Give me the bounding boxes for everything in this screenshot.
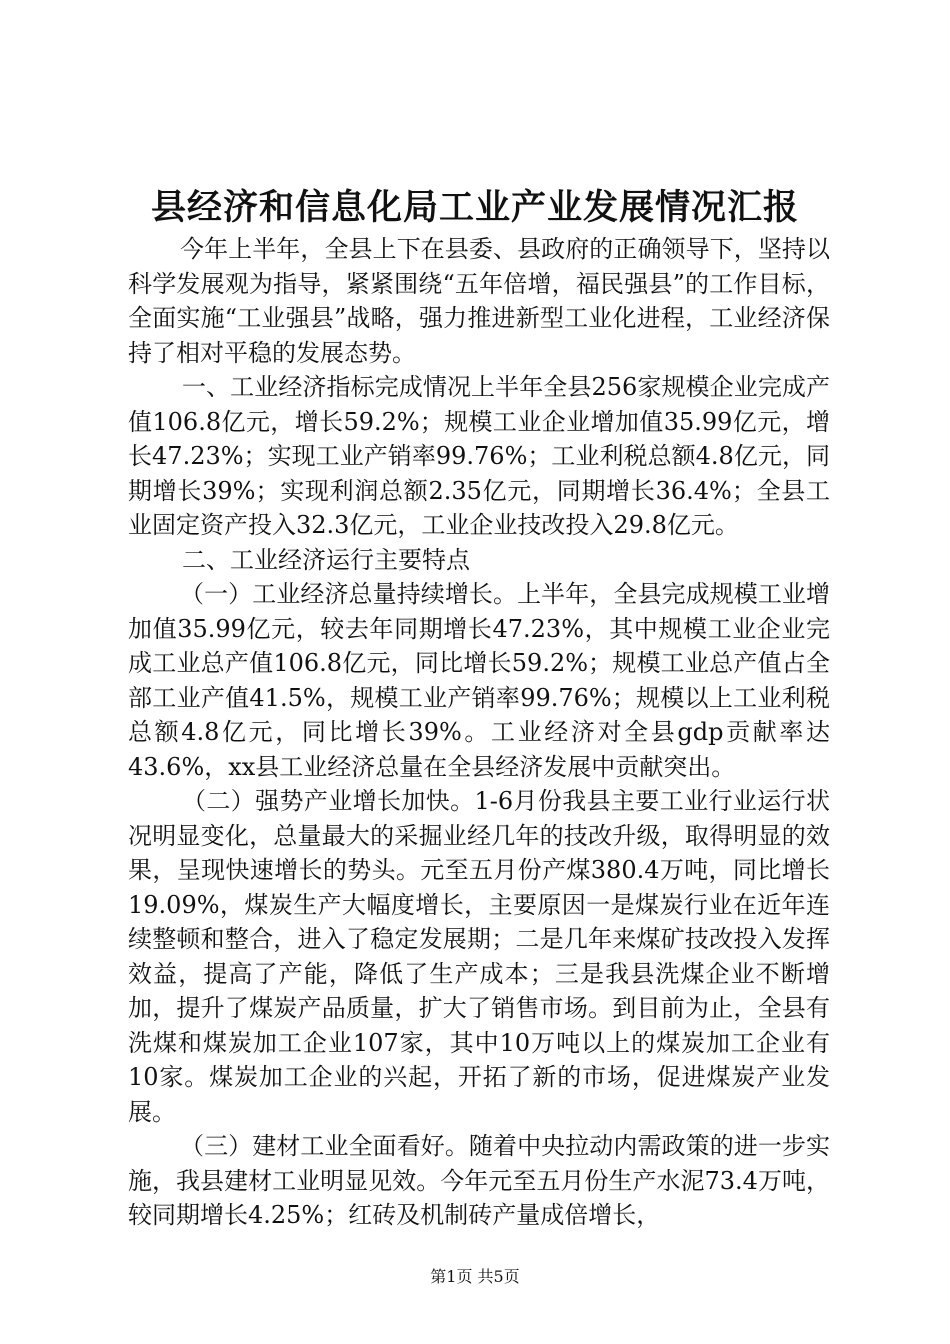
paragraph-intro: 今年上半年，全县上下在县委、县政府的正确领导下，坚持以科学发展观为指导，紧紧围绕“五年倍增，福民强县”的工作目标，全面实施“工业强县”战略，强力推进新型工业化进程，工业经济保持了相对平稳的发展态势。 (128, 235, 830, 367)
paragraph-section-2-heading: 二、工业经济运行主要特点 (182, 545, 470, 574)
document-title: 县经济和信息化局工业产业发展情况汇报 (150, 188, 799, 228)
paragraph-item-3: （三）建材工业全面看好。随着中央拉动内需政策的进一步实施，我县建材工业明显见效。今年元至五月份生产水泥73.4万吨，较同期增长4.25%；红砖及机制砖产量成倍增长， (128, 1132, 830, 1229)
page-footer: 第1页 共5页 (430, 1267, 520, 1286)
paragraph-item-2: （二）强势产业增长加快。1-6月份我县主要工业行业运行状况明显变化，总量最大的采掘业经几年的技改升级，取得明显的效果，呈现快速增长的势头。元至五月份产煤380.4万吨，同比增长19.09%，煤炭生产大幅度增长，主要原因一是煤炭行业在近年连续整顿和整合，进入了稳定发展期；二是几年来煤矿技改投入发挥效益，提高了产能，降低了生产成本；三是我县洗煤企业不断增加，提升了煤炭产品质量，扩大了销售市场。到目前为止，全县有洗煤和煤炭加工企业107家，其中10万吨以上的煤炭加工企业有10家。煤炭加工企业的兴起，开拓了新的市场，促进煤炭产业发展。 (128, 787, 830, 1126)
paragraph-item-1: （一）工业经济总量持续增长。上半年，全县完成规模工业增加值35.99亿元，较去年同期增长47.23%，其中规模工业企业完成工业总产值106.8亿元，同比增长59.2%；规模工业总产值占全部工业产值41.5%，规模工业产销率99.76%；规模以上工业利税总额4.8亿元，同比增长39%。工业经济对全县gdp贡献率达43.6%，xx县工业经济总量在全县经济发展中贡献突出。 (128, 580, 830, 781)
paragraph-section-1: 一、工业经济指标完成情况上半年全县256家规模企业完成产值106.8亿元，增长59.2%；规模工业企业增加值35.99亿元，增长47.23%；实现工业产销率99.76%；工业利税总额4.8亿元，同期增长39%；实现利润总额2.35亿元，同期增长36.4%；全县工业固定资产投入32.3亿元，工业企业技改投入29.8亿元。 (128, 373, 830, 539)
document-body (128, 232, 830, 1233)
